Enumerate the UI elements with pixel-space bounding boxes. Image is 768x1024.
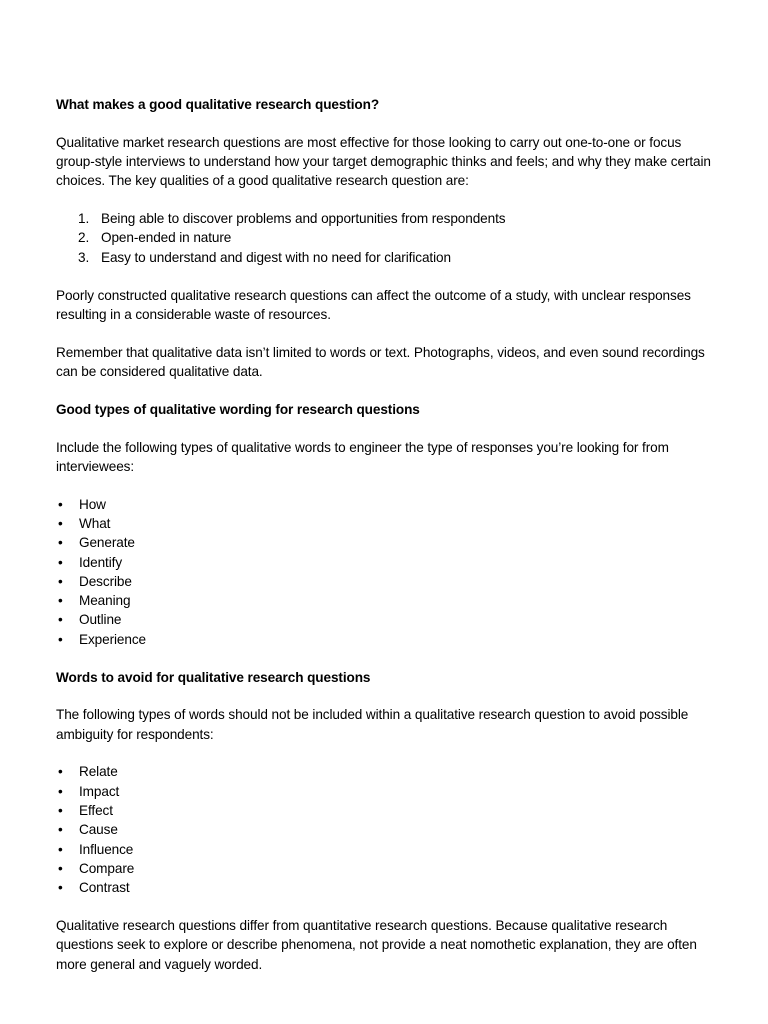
list-number: 2. xyxy=(78,230,90,246)
list-item xyxy=(56,514,720,533)
list-item xyxy=(56,630,720,649)
bullet-icon: • xyxy=(58,841,63,857)
good-words-list xyxy=(56,495,720,649)
list-item-text: What xyxy=(79,515,111,531)
avoid-words-list xyxy=(56,762,720,897)
bullet-icon: • xyxy=(58,535,63,551)
list-item xyxy=(56,840,720,859)
words-to-avoid-intro: The following types of words should not be included within a qualitative research question to avoid possible ambiguity for respondents: xyxy=(56,707,689,742)
good-wording-intro: Include the following types of qualitative words to engineer the type of responses you’re looking for from interviewees: xyxy=(56,439,669,474)
bullet-icon: • xyxy=(58,803,63,819)
bullet-icon: • xyxy=(58,515,63,531)
qualitative-data-paragraph: Remember that qualitative data isn’t limited to words or text. Photographs, videos, and even sound recordings can be considered qualitative data. xyxy=(56,344,705,379)
list-item-text: Describe xyxy=(79,573,132,589)
list-item-text: Generate xyxy=(79,535,135,551)
list-item xyxy=(56,209,720,228)
list-item-text: Open-ended in nature xyxy=(101,230,232,246)
bullet-icon: • xyxy=(58,822,63,838)
bullet-icon: • xyxy=(58,860,63,876)
list-item xyxy=(56,801,720,820)
list-item-text: Contrast xyxy=(79,880,130,896)
list-item-text: Meaning xyxy=(79,593,131,609)
list-item-text: Identify xyxy=(79,554,123,570)
list-item-text: Cause xyxy=(79,822,118,838)
section-heading-good-question: What makes a good qualitative research question? xyxy=(56,97,380,112)
list-item xyxy=(56,859,720,878)
list-item xyxy=(56,782,720,801)
bullet-icon: • xyxy=(58,573,63,589)
bullet-icon: • xyxy=(58,593,63,609)
list-item-text: Influence xyxy=(79,841,134,857)
section-heading-words-to-avoid: Words to avoid for qualitative research questions xyxy=(56,669,371,685)
list-item xyxy=(56,495,720,514)
list-item xyxy=(56,228,720,247)
bullet-icon: • xyxy=(58,764,63,780)
list-item-text: Outline xyxy=(79,612,122,628)
list-item-text: Impact xyxy=(79,783,120,799)
list-item-text: How xyxy=(79,496,106,512)
closing-paragraph: Qualitative research questions differ from quantitative research questions. Because qualitative research questions seek to explore or describe phenomena, not provide a neat nomothetic explanation, they are often more general and vaguely worded. xyxy=(56,918,697,972)
list-item xyxy=(56,572,720,591)
list-item-text: Being able to discover problems and opportunities from respondents xyxy=(101,211,506,227)
bullet-icon: • xyxy=(58,880,63,896)
list-item xyxy=(56,591,720,610)
qualities-list xyxy=(56,209,720,267)
list-item xyxy=(56,610,720,629)
list-item xyxy=(56,533,720,552)
list-item xyxy=(56,820,720,839)
bullet-icon: • xyxy=(58,612,63,628)
list-item-text: Compare xyxy=(79,860,135,876)
intro-paragraph: Qualitative market research questions are most effective for those looking to carry out one-to-one or focus group-style interviews to understand how your target demographic thinks and feels; and why they make certain choices. The key qualities of a good qualitative research question are: xyxy=(56,134,711,189)
list-item xyxy=(56,762,720,781)
poorly-constructed-paragraph: Poorly constructed qualitative research questions can affect the outcome of a study, with unclear responses resulting in a considerable waste of resources. xyxy=(56,287,691,322)
bullet-icon: • xyxy=(58,496,63,512)
list-item xyxy=(56,553,720,572)
list-item-text: Easy to understand and digest with no need for clarification xyxy=(101,249,451,265)
list-number: 3. xyxy=(78,249,90,265)
list-item-text: Effect xyxy=(79,803,113,819)
bullet-icon: • xyxy=(58,631,63,647)
list-item xyxy=(56,248,720,267)
bullet-icon: • xyxy=(58,783,63,799)
list-item-text: Experience xyxy=(79,631,147,647)
list-item xyxy=(56,878,720,897)
section-heading-good-wording: Good types of qualitative wording for research questions xyxy=(56,401,420,417)
list-item-text: Relate xyxy=(79,764,118,780)
list-number: 1. xyxy=(78,211,90,227)
bullet-icon: • xyxy=(58,554,63,570)
document-page xyxy=(56,95,720,974)
